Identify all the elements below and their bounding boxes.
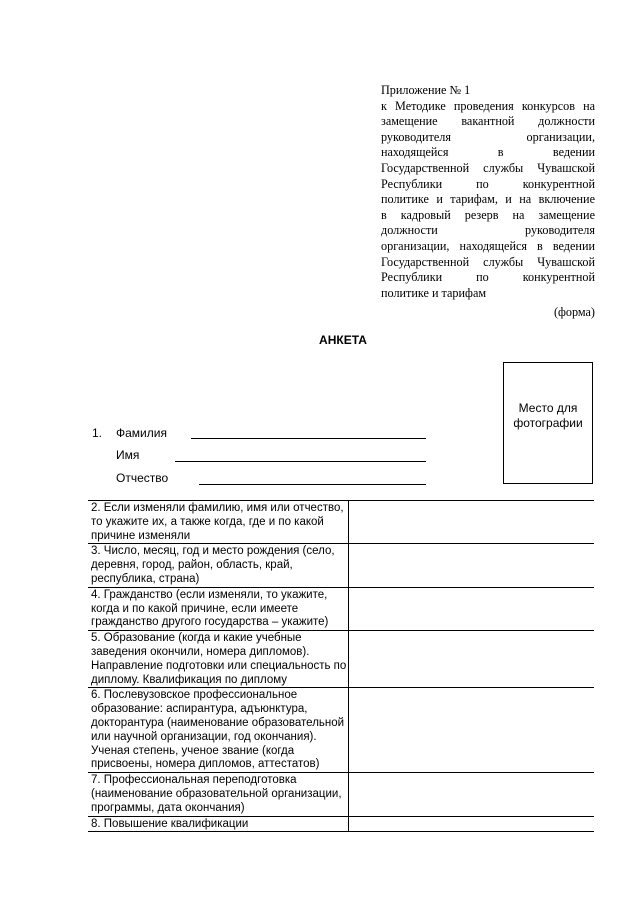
appendix-line: Государственной службы Чувашской [381,160,595,175]
appendix-line: политике и тарифам, и на включение [381,192,595,207]
answer-cell[interactable] [349,544,594,587]
question-cell: 8. Повышение квалификации [88,816,349,832]
question-cell: 6. Послевузовское профессиональное образование: аспирантура, адъюнктура, докторантура (наименование образовательной или научной организации, год окончания). Ученая степень, ученое звание (когда присвоены, номера дипломов, аттестатов) [88,688,349,773]
table-row [88,631,594,688]
appendix-line: Государственной службы Чувашской [381,254,595,269]
table-row [88,501,594,544]
appendix-line: замещение вакантной должности [381,114,595,129]
surname-field[interactable] [191,438,426,439]
answer-cell[interactable] [349,587,594,630]
answer-cell[interactable] [349,816,594,832]
document-title: АНКЕТА [319,333,367,347]
table-row [88,587,594,630]
answer-cell[interactable] [349,631,594,688]
table-row [88,816,594,832]
question-cell: 5. Образование (когда и какие учебные заведения окончили, номера дипломов). Направление подготовки или специальность по диплому. Квалификация по диплому [88,631,349,688]
appendix-line: руководителя организации, [381,129,595,144]
name-label: Имя [116,448,140,462]
photo-placeholder [503,362,593,484]
appendix-line: находящейся в ведении [381,145,595,160]
questionnaire-table [88,500,594,832]
question-cell: 4. Гражданство (если изменяли, то укажите, когда и по какой причине, если имеете гражданство другого государства – укажите) [88,587,349,630]
appendix-line: должности руководителя [381,223,595,238]
appendix-line: политике и тарифам [381,285,487,300]
appendix-line: к Методике проведения конкурсов на [381,98,595,113]
appendix-line: Республики по конкурентной [381,176,595,191]
answer-cell[interactable] [349,773,594,816]
table-row [88,688,594,773]
question-cell: 7. Профессиональная переподготовка (наименование образовательной организации, программы, дата окончания) [88,773,349,816]
answer-cell[interactable] [349,688,594,773]
appendix-line: Приложение № 1 [381,83,471,97]
table-row [88,544,594,587]
item-number: 1. [92,426,103,440]
surname-label: Фамилия [116,426,167,440]
patronymic-label: Отчество [116,471,169,485]
table-row [88,773,594,816]
photo-placeholder-label: Место для фотографии [513,401,583,430]
appendix-line: в кадровый резерв на замещение [381,207,595,222]
form-label: (форма) [553,305,595,319]
answer-cell[interactable] [349,501,594,544]
appendix-line: организации, находящейся в ведении [381,238,595,253]
appendix-note [381,83,595,301]
name-field[interactable] [175,461,426,462]
question-cell: 2. Если изменяли фамилию, имя или отчество, то укажите их, а также когда, где и по какой причине изменяли [88,501,349,544]
patronymic-field[interactable] [199,484,426,485]
question-cell: 3. Число, месяц, год и место рождения (село, деревня, город, район, область, край, республика, страна) [88,544,349,587]
appendix-line: Республики по конкурентной [381,270,595,285]
